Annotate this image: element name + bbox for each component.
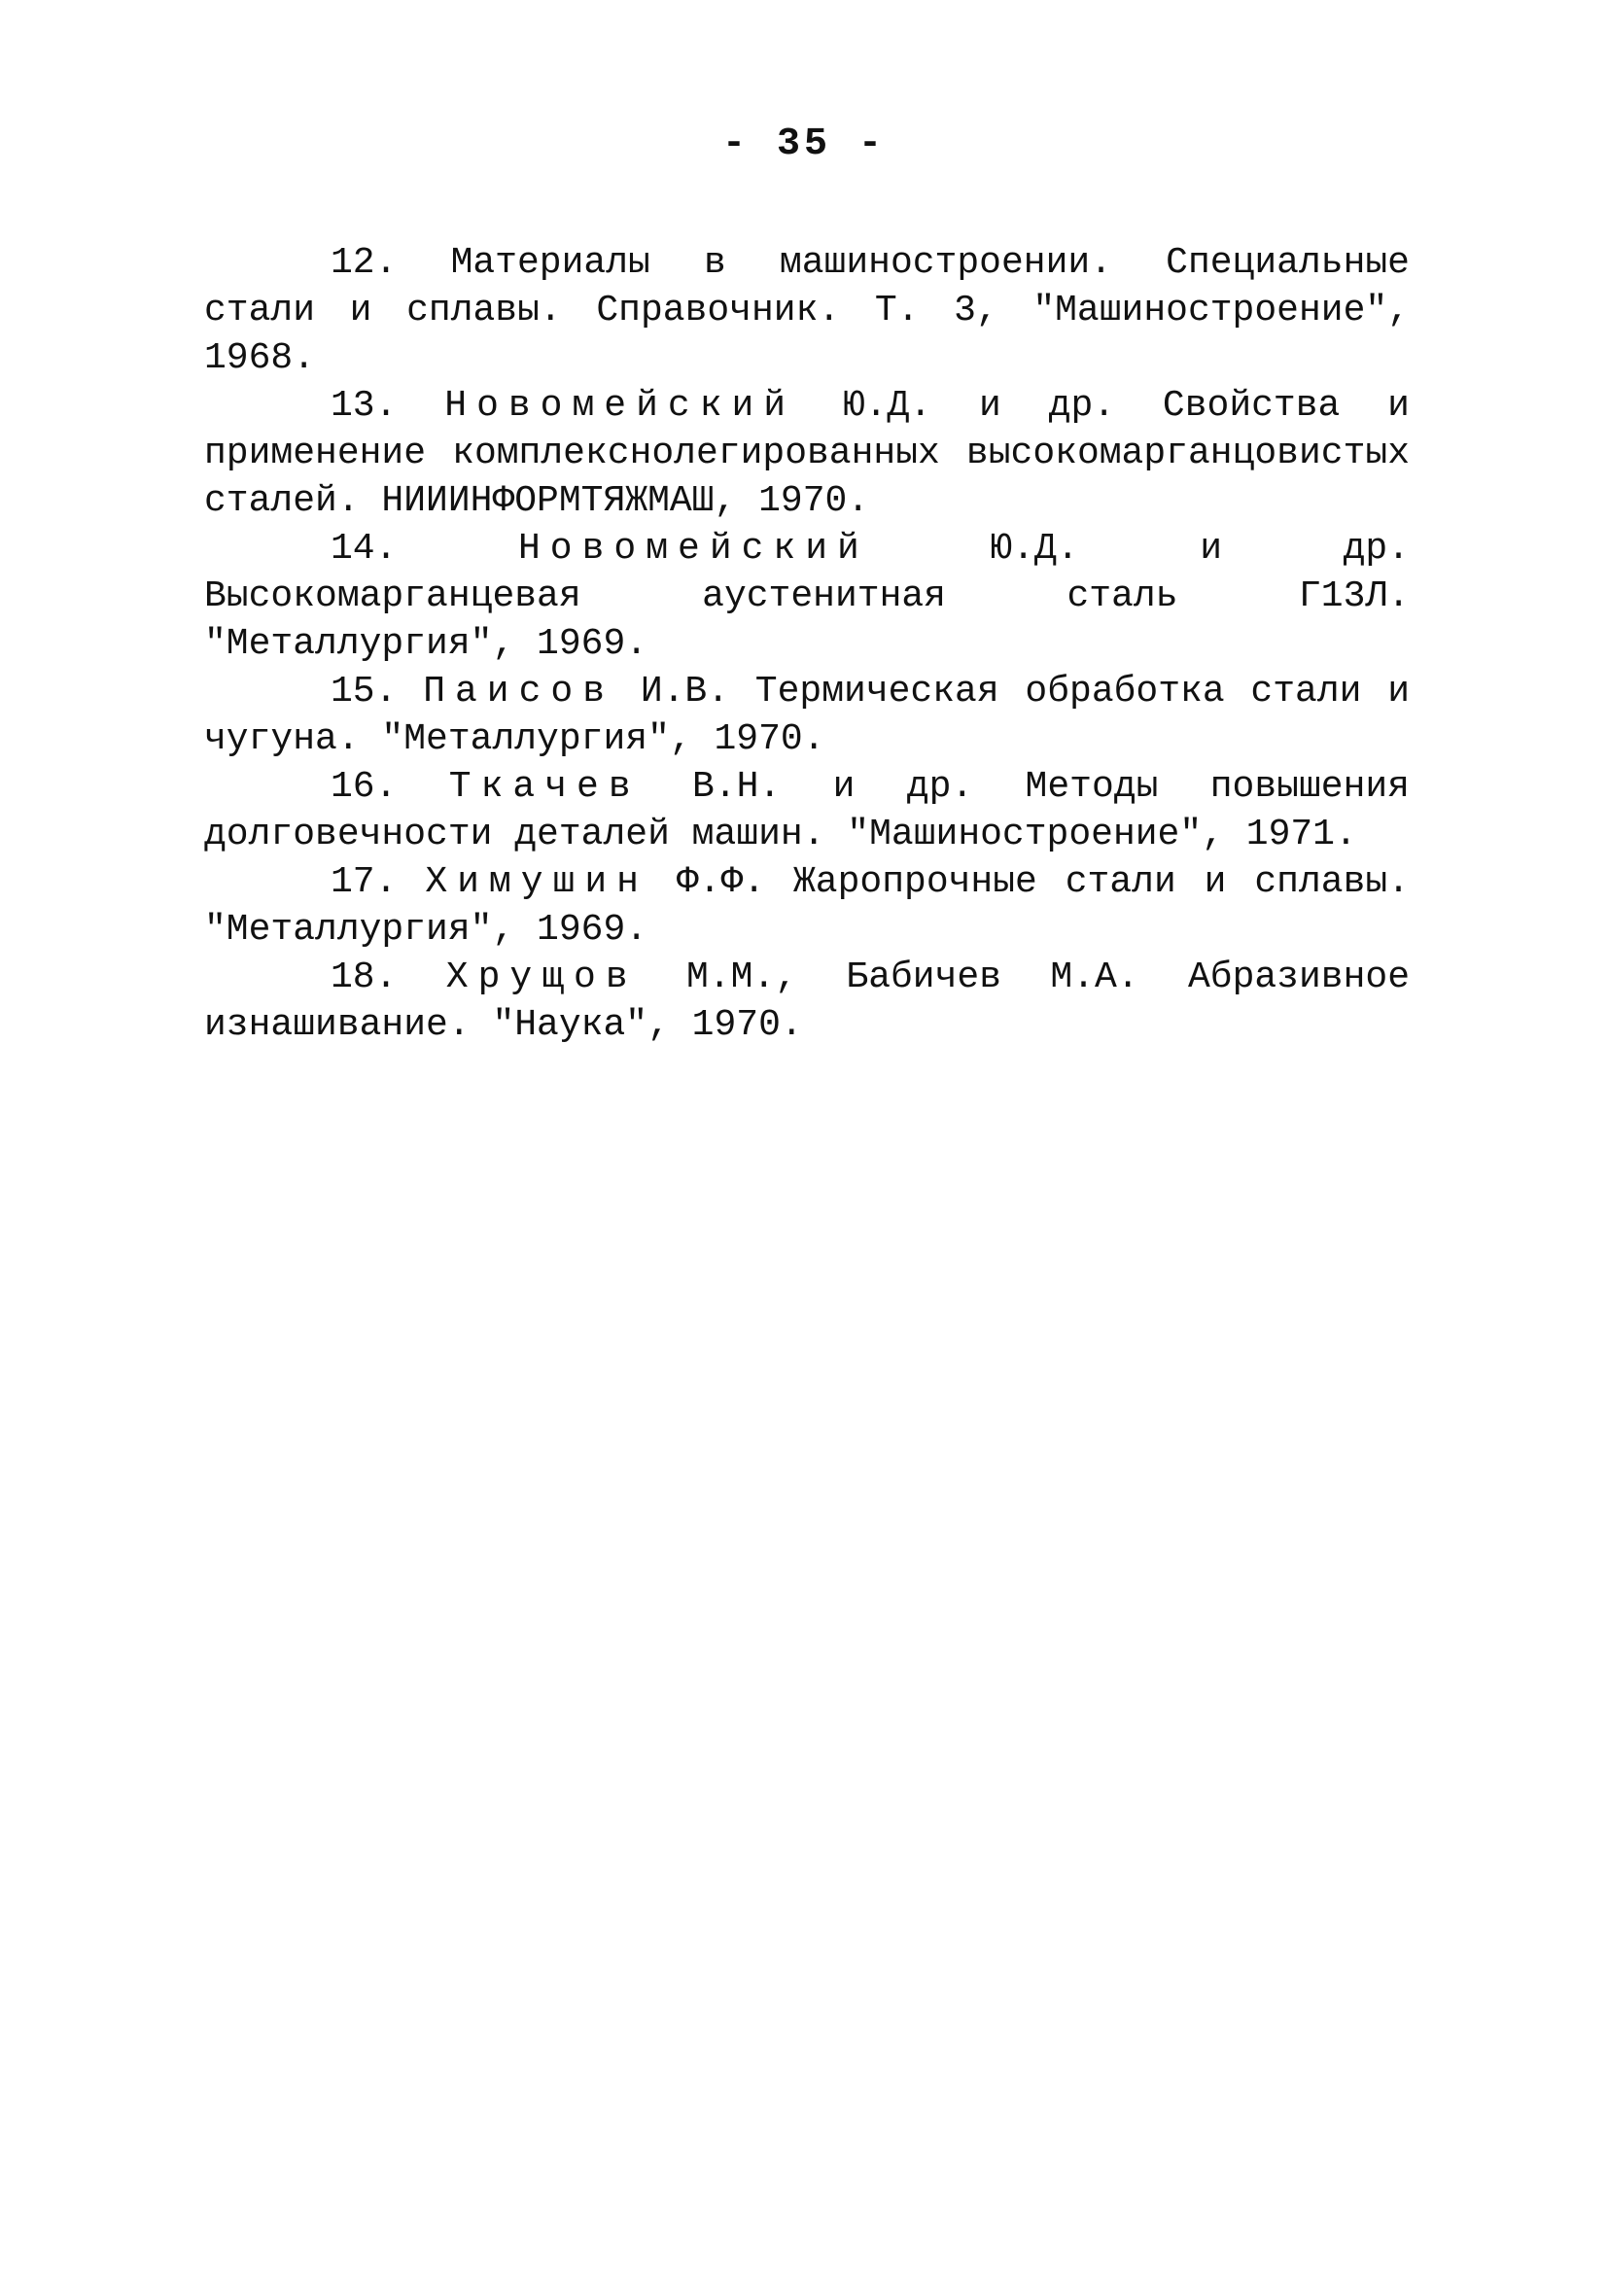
- reference-text: В.Н. и др. Методы повышения долговечности деталей машин. "Машиностроение", 1971.: [204, 766, 1410, 855]
- reference-item-16: [204, 763, 1410, 858]
- reference-author: Новомейский: [444, 385, 796, 427]
- reference-text: Ф.Ф. Жаропрочные стали и сплавы. "Металлургия", 1969.: [204, 861, 1410, 951]
- reference-author: Ткачев: [448, 766, 641, 808]
- reference-number: 14.: [331, 528, 398, 570]
- reference-author: Химушин: [425, 861, 648, 903]
- reference-item-18: [204, 954, 1410, 1049]
- reference-number: 12.: [331, 242, 398, 284]
- reference-author: Новомейский: [518, 528, 869, 570]
- reference-number: 18.: [331, 957, 398, 998]
- reference-list: [204, 239, 1410, 1049]
- reference-number: 13.: [331, 385, 398, 427]
- reference-text: Ю.Д. и др. Свойства и применение комплекснолегированных высокомарганцовистых сталей. НИИИНФОРМТЯЖМАШ, 1970.: [204, 385, 1410, 522]
- reference-number: 17.: [331, 861, 398, 903]
- reference-item-13: [204, 382, 1410, 525]
- reference-author: Паисов: [423, 671, 615, 713]
- reference-text: И.В. Термическая обработка стали и чугуна. "Металлургия", 1970.: [204, 671, 1411, 760]
- reference-text: Ю.Д. и др. Высокомарганцевая аустенитная сталь Г13Л. "Металлургия", 1969.: [204, 528, 1410, 665]
- reference-text: М.М., Бабичев М.А. Абразивное изнашивание. "Наука", 1970.: [204, 957, 1410, 1046]
- reference-item-14: [204, 525, 1410, 668]
- reference-number: 16.: [331, 766, 398, 808]
- reference-item-12: [204, 239, 1410, 382]
- reference-author: Хрущов: [445, 957, 638, 998]
- reference-item-15: [204, 668, 1410, 763]
- reference-text: Материалы в машиностроении. Специальные стали и сплавы. Справочник. Т. 3, "Машиностроение", 1968.: [204, 242, 1410, 379]
- reference-item-17: [204, 858, 1410, 954]
- reference-number: 15.: [331, 671, 398, 713]
- page-number: - 35 -: [721, 122, 887, 166]
